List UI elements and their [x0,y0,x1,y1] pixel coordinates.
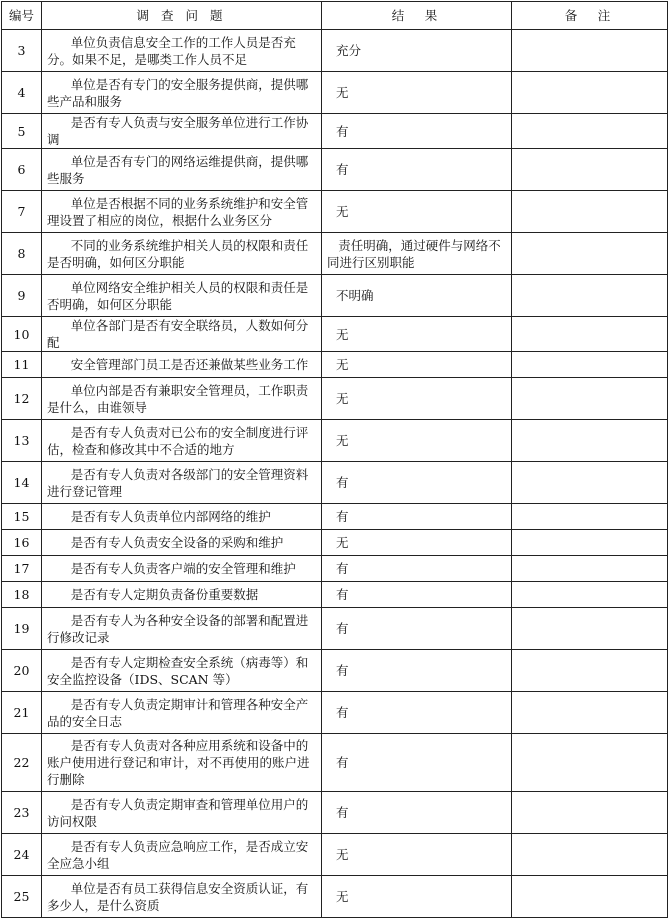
row-remark [512,876,668,918]
row-question: 是否有专人定期检查安全系统（病毒等）和安全监控设备（IDS、SCAN 等） [42,650,322,692]
row-remark [512,608,668,650]
row-result: 无 [322,317,512,352]
row-question: 是否有专人定期负责备份重要数据 [42,582,322,608]
row-result: 不明确 [322,275,512,317]
row-question: 单位内部是否有兼职安全管理员，工作职责是什么，由谁领导 [42,378,322,420]
row-number: 21 [2,692,42,734]
row-number: 9 [2,275,42,317]
row-result: 无 [322,420,512,462]
table-row [2,556,668,582]
row-question: 是否有专人负责对各种应用系统和设备中的账户使用进行登记和审计，对不再使用的账户进行删除 [42,734,322,792]
survey-table [1,1,668,918]
table-row [2,692,668,734]
row-number: 4 [2,72,42,114]
table-row [2,352,668,378]
row-number: 20 [2,650,42,692]
row-remark [512,504,668,530]
row-result: 责任明确，通过硬件与网络不同进行区别职能 [322,233,512,275]
row-number: 13 [2,420,42,462]
row-remark [512,462,668,504]
row-number: 17 [2,556,42,582]
row-result: 有 [322,149,512,191]
row-number: 3 [2,30,42,72]
row-number: 18 [2,582,42,608]
row-remark [512,149,668,191]
row-question: 是否有专人负责客户端的安全管理和维护 [42,556,322,582]
row-number: 5 [2,114,42,149]
table-row [2,420,668,462]
row-number: 6 [2,149,42,191]
table-row [2,30,668,72]
row-question: 单位网络安全维护相关人员的权限和责任是否明确，如何区分职能 [42,275,322,317]
row-question: 单位负责信息安全工作的工作人员是否充分。如果不足，是哪类工作人员不足 [42,30,322,72]
row-number: 19 [2,608,42,650]
table-row [2,876,668,918]
row-question: 安全管理部门员工是否还兼做某些业务工作 [42,352,322,378]
row-result: 无 [322,530,512,556]
row-remark [512,792,668,834]
row-number: 22 [2,734,42,792]
row-question: 是否有专人负责应急响应工作，是否成立安全应急小组 [42,834,322,876]
row-remark [512,191,668,233]
row-remark [512,275,668,317]
row-result: 有 [322,734,512,792]
row-number: 12 [2,378,42,420]
row-result: 有 [322,692,512,734]
row-result: 有 [322,504,512,530]
table-row [2,582,668,608]
row-result: 无 [322,834,512,876]
row-question: 是否有专人负责定期审查和管理单位用户的访问权限 [42,792,322,834]
row-result: 有 [322,556,512,582]
row-number: 10 [2,317,42,352]
row-remark [512,692,668,734]
row-number: 23 [2,792,42,834]
row-remark [512,114,668,149]
header-number: 编号 [2,2,42,30]
row-remark [512,352,668,378]
row-remark [512,72,668,114]
header-result: 结 果 [322,2,512,30]
table-row [2,233,668,275]
table-row [2,462,668,504]
row-result: 有 [322,582,512,608]
row-number: 14 [2,462,42,504]
table-row [2,191,668,233]
table-row [2,504,668,530]
table-row [2,834,668,876]
row-result: 无 [322,72,512,114]
table-row [2,72,668,114]
row-remark [512,317,668,352]
table-row [2,275,668,317]
table-row [2,114,668,149]
row-question: 单位是否有专门的安全服务提供商，提供哪些产品和服务 [42,72,322,114]
row-result: 无 [322,352,512,378]
row-number: 8 [2,233,42,275]
row-question: 是否有专人负责与安全服务单位进行工作协调 [42,114,322,149]
row-remark [512,420,668,462]
row-result: 有 [322,650,512,692]
row-number: 15 [2,504,42,530]
row-result: 有 [322,114,512,149]
row-result: 充分 [322,30,512,72]
row-question: 单位是否根据不同的业务系统维护和安全管理设置了相应的岗位，根据什么业务区分 [42,191,322,233]
row-result: 有 [322,608,512,650]
row-remark [512,556,668,582]
table-row [2,530,668,556]
row-question: 单位是否有专门的网络运维提供商，提供哪些服务 [42,149,322,191]
row-result: 无 [322,378,512,420]
row-remark [512,530,668,556]
row-question: 单位各部门是否有安全联络员，人数如何分配 [42,317,322,352]
row-result: 无 [322,191,512,233]
row-number: 11 [2,352,42,378]
row-remark [512,378,668,420]
survey-table-container [1,1,668,918]
row-question: 是否有专人负责单位内部网络的维护 [42,504,322,530]
row-question: 是否有专人负责对已公布的安全制度进行评估，检查和修改其中不合适的地方 [42,420,322,462]
row-remark [512,650,668,692]
row-question: 是否有专人为各种安全设备的部署和配置进行修改记录 [42,608,322,650]
row-question: 单位是否有员工获得信息安全资质认证，有多少人，是什么资质 [42,876,322,918]
table-row [2,608,668,650]
row-remark [512,30,668,72]
row-result: 无 [322,876,512,918]
row-remark [512,734,668,792]
row-number: 25 [2,876,42,918]
table-row [2,650,668,692]
row-question: 是否有专人负责安全设备的采购和维护 [42,530,322,556]
row-number: 24 [2,834,42,876]
row-question: 不同的业务系统维护相关人员的权限和责任是否明确，如何区分职能 [42,233,322,275]
row-result: 有 [322,792,512,834]
row-result: 有 [322,462,512,504]
row-number: 16 [2,530,42,556]
table-row [2,317,668,352]
table-row [2,792,668,834]
table-row [2,149,668,191]
header-remark: 备 注 [512,2,668,30]
table-row [2,734,668,792]
row-question: 是否有专人负责定期审计和管理各种安全产品的安全日志 [42,692,322,734]
row-remark [512,582,668,608]
table-row [2,378,668,420]
row-number: 7 [2,191,42,233]
table-header-row [2,2,668,30]
row-question: 是否有专人负责对各级部门的安全管理资料进行登记管理 [42,462,322,504]
row-remark [512,233,668,275]
row-remark [512,834,668,876]
header-question: 调 查 问 题 [42,2,322,30]
